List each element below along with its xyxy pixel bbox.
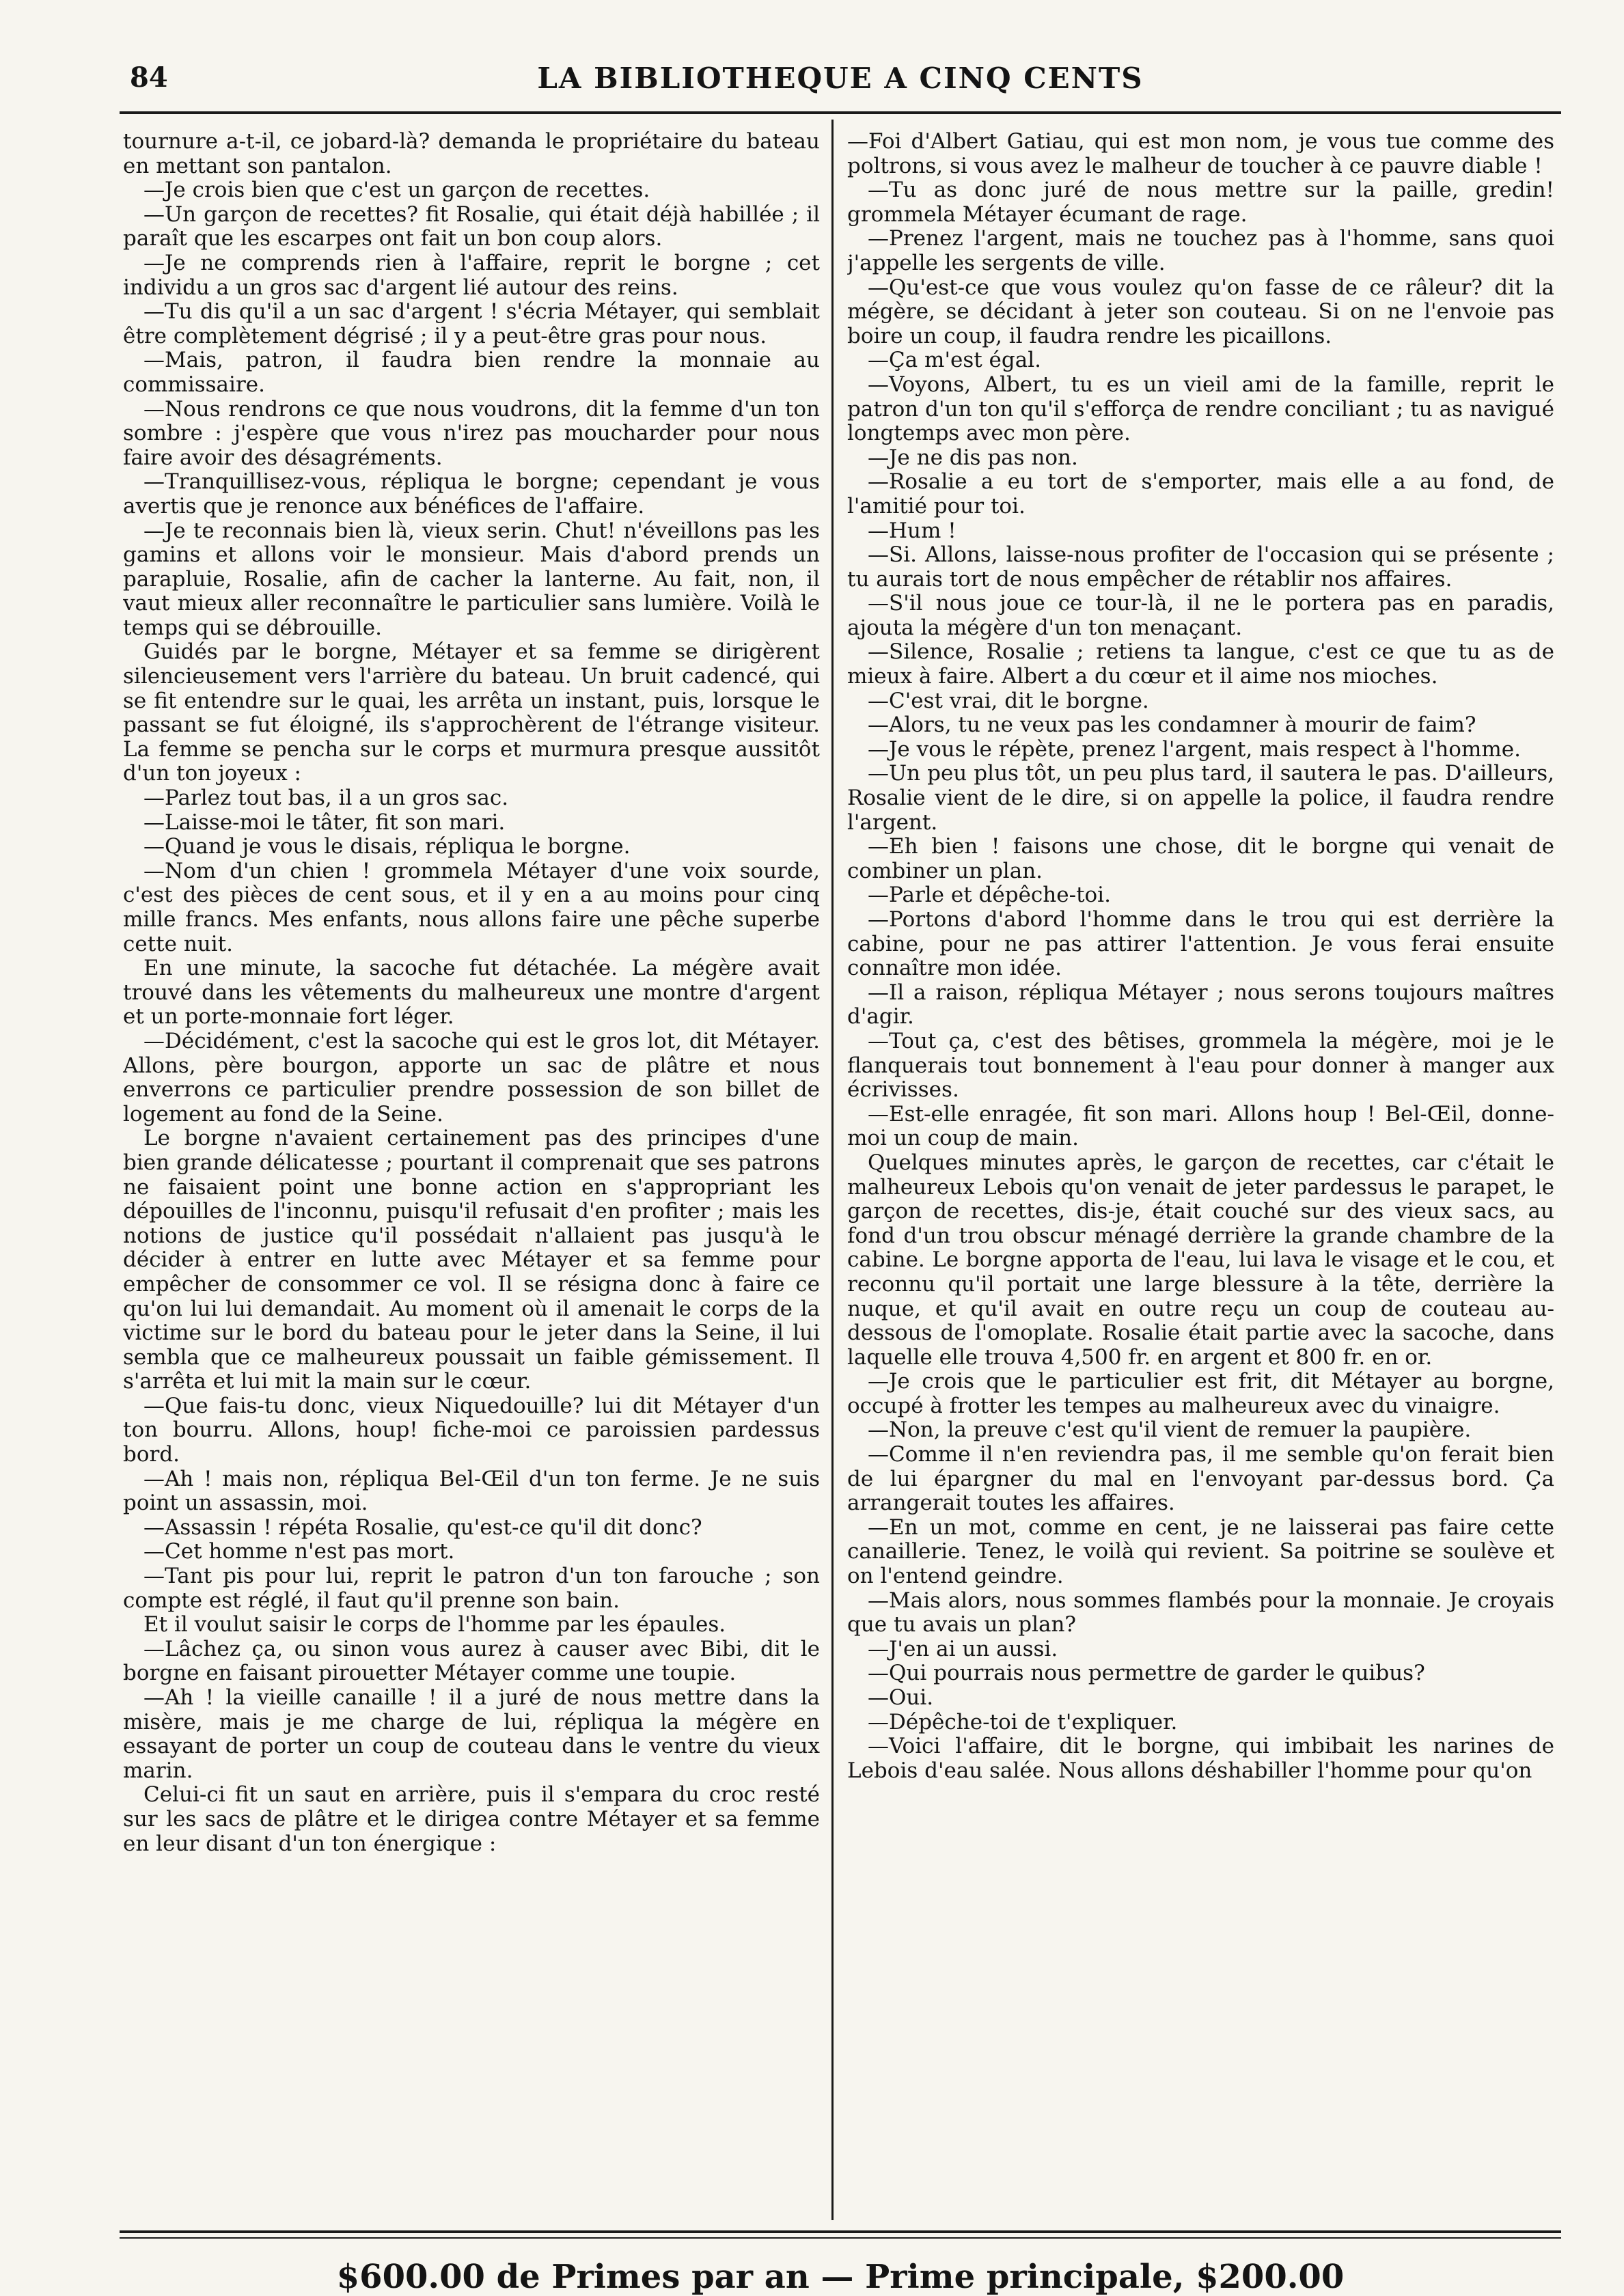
paragraph: —Alors, tu ne veux pas les condamner à mourir de faim? (868, 713, 1476, 738)
paragraph: —Lâchez ça, ou sinon vous aurez à causer avec Bibi, dit le borgne en faisant pirouetter Métayer comme une toupie. (123, 1636, 820, 1686)
paragraph: —Tant pis pour lui, reprit le patron d'un ton farouche ; son compte est réglé, il faut qu'il prenne son bain. (123, 1564, 820, 1613)
paragraph: —Ah ! mais non, répliqua Bel-Œil d'un ton ferme. Je ne suis point un assassin, moi. (123, 1466, 820, 1516)
paragraph: —Si. Allons, laisse-nous profiter de l'occasion qui se présente ; tu aurais tort de nous empêcher de rétablir nos affaires. (847, 542, 1554, 592)
column-divider (831, 120, 834, 2220)
paragraph: —Je te reconnais bien là, vieux serin. Chut! n'éveillons pas les gamins et allons voir le monsieur. Mais d'abord prends un parapluie, Rosalie, afin de cacher la lanterne. Au fait, non, il vaut mieux aller reconnaître le particulier sans lumière. Voilà le temps qui se débrouille. (123, 518, 820, 640)
paragraph: —Tranquillisez-vous, répliqua le borgne; cependant je vous avertis que je renonce aux bénéfices de l'affaire. (123, 469, 820, 518)
paragraph: —Cet homme n'est pas mort. (143, 1539, 455, 1564)
paragraph: —Je ne comprends rien à l'affaire, reprit le borgne ; cet individu a un gros sac d'argent lié autour des reins. (123, 250, 820, 300)
paragraph: —Rosalie a eu tort de s'emporter, mais elle a au fond, de l'amitié pour toi. (847, 469, 1554, 518)
footer-advertisement: $600.00 de Primes par an — Prime principale, $200.00 (336, 2258, 1345, 2296)
paragraph: —Parlez tout bas, il a un gros sac. (143, 786, 509, 811)
paragraph: —C'est vrai, dit le borgne. (868, 688, 1149, 713)
paragraph: —Tout ça, c'est des bêtises, grommela la mégère, moi je le flanquerais tout bonnement à l'eau pour donner à manger aux écrivisses. (847, 1028, 1554, 1103)
paragraph: —Mais, patron, il faudra bien rendre la monnaie au commissaire. (123, 348, 820, 397)
paragraph: —Ah ! la vieille canaille ! il a juré de nous mettre dans la misère, mais je me charge de lui, répliqua la mégère en essayant de porter un coup de couteau dans le ventre du vieux marin. (123, 1685, 820, 1783)
paragraph: —Décidément, c'est la sacoche qui est le gros lot, dit Métayer. Allons, père bourgon, apporte un sac de plâtre et nous enverrons ce particulier prendre possession de son billet de logement au fond de la Seine. (123, 1028, 820, 1126)
paragraph: —Non, la preuve c'est qu'il vient de remuer la paupière. (868, 1417, 1472, 1443)
paragraph: —Est-elle enragée, fit son mari. Allons houp ! Bel-Œil, donne-moi un coup de main. (847, 1101, 1554, 1151)
footer-rule-thin (120, 2237, 1561, 2239)
paragraph: —Portons d'abord l'homme dans le trou qui est derrière la cabine, pour ne pas attirer l'attention. Je vous ferai ensuite connaître mon idée. (847, 907, 1554, 981)
header-rule (120, 111, 1561, 114)
paragraph: —Nom d'un chien ! grommela Métayer d'une voix sourde, c'est des pièces de cent sous, et il y en a au moins pour cinq mille francs. Mes enfants, nous allons faire une pêche superbe cette nuit. (123, 858, 820, 956)
page-header (120, 61, 1561, 102)
paragraph: —Dépêche-toi de t'expliquer. (868, 1709, 1178, 1734)
paragraph: Guidés par le borgne, Métayer et sa femme se dirigèrent silencieusement vers l'arrière du bateau. Un bruit cadencé, qui se fit entendre sur le quai, les arrêta un instant, puis, lorsque le passant se fut éloigné, ils s'approchèrent de l'étrange visiteur. La femme se pencha sur le corps et murmura presque aussitôt d'un ton joyeux : (123, 639, 820, 786)
paragraph: —En un mot, comme en cent, je ne laisserai pas faire cette canaillerie. Tenez, le voilà qui revient. Sa poitrine se soulève et on l'entend geindre. (847, 1514, 1554, 1589)
paragraph: —Mais alors, nous sommes flambés pour la monnaie. Je croyais que tu avais un plan? (847, 1588, 1554, 1637)
paragraph: —Parle et dépêche-toi. (868, 883, 1111, 908)
paragraph: —Eh bien ! faisons une chose, dit le borgne qui venait de combiner un plan. (847, 834, 1554, 883)
running-title: LA BIBLIOTHEQUE A CINQ CENTS (537, 61, 1144, 95)
paragraph: —Quand je vous le disais, répliqua le borgne. (143, 834, 631, 859)
paragraph: —Il a raison, répliqua Métayer ; nous serons toujours maîtres d'agir. (847, 980, 1554, 1029)
paragraph: —Voici l'affaire, dit le borgne, qui imbibait les narines de Lebois d'eau salée. Nous allons déshabiller l'homme pour qu'on (847, 1734, 1554, 1783)
paragraph: Et il voulut saisir le corps de l'homme par les épaules. (143, 1612, 726, 1637)
left-column (123, 130, 820, 2179)
paragraph: —Je ne dis pas non. (868, 445, 1078, 470)
paragraph: —Assassin ! répéta Rosalie, qu'est-ce qu'il dit donc? (143, 1514, 702, 1540)
paragraph: —Tu dis qu'il a un sac d'argent ! s'écria Métayer, qui semblait être complètement dégrisé ; il y a peut-être gras pour nous. (123, 299, 820, 348)
paragraph: —Je crois que le particulier est frit, dit Métayer au borgne, occupé à frotter les tempes au malheureux avec du vinaigre. (847, 1369, 1554, 1418)
paragraph: tournure a-t-il, ce jobard-là? demanda le propriétaire du bateau en mettant son pantalon. (123, 130, 820, 178)
paragraph: En une minute, la sacoche fut détachée. La mégère avait trouvé dans les vêtements du malheureux une montre d'argent et un porte-monnaie fort léger. (123, 956, 820, 1029)
paragraph: —Foi d'Albert Gatiau, qui est mon nom, je vous tue comme des poltrons, si vous avez le malheur de toucher à ce pauvre diable ! (847, 130, 1554, 178)
paragraph: —Je vous le répète, prenez l'argent, mais respect à l'homme. (868, 736, 1521, 762)
paragraph: —Un peu plus tôt, un peu plus tard, il sautera le pas. D'ailleurs, Rosalie vient de le dire, si on appelle la police, il faudra rendre l'argent. (847, 761, 1554, 835)
paragraph: —Hum ! (868, 518, 956, 543)
footer-rule (120, 2230, 1561, 2233)
paragraph: —Qu'est-ce que vous voulez qu'on fasse de ce râleur? dit la mégère, se décidant à jeter son couteau. Si on ne l'envoie pas boire un coup, il faudra rendre les picaillons. (847, 275, 1554, 348)
paragraph: —Laisse-moi le tâter, fit son mari. (143, 810, 506, 835)
paragraph: Quelques minutes après, le garçon de recettes, car c'était le malheureux Lebois qu'on venait de jeter pardessus le parapet, le garçon de recettes, dis-je, était couché sur des vieux sacs, au fond d'un trou obscur ménagé derrière la grande chambre de la cabine. Le borgne apporta de l'eau, lui lava le visage et le cou, et reconnu qu'il portait une large blessure à la tête, derrière la nuque, et qu'il avait en outre reçu un coup de couteau au-dessous de l'omoplate. Rosalie était partie avec la sacoche, dans laquelle elle trouva 4,500 fr. en argent et 800 fr. en or. (847, 1150, 1554, 1370)
page-number: 84 (130, 61, 168, 94)
paragraph: —Prenez l'argent, mais ne touchez pas à l'homme, sans quoi j'appelle les sergents de ville. (847, 226, 1554, 275)
paragraph: —J'en ai un aussi. (868, 1636, 1058, 1661)
paragraph: —S'il nous joue ce tour-là, il ne le portera pas en paradis, ajouta la mégère d'un ton menaçant. (847, 591, 1554, 640)
paragraph: —Oui. (868, 1685, 934, 1710)
paragraph: —Qui pourrais nous permettre de garder le quibus? (868, 1661, 1425, 1686)
paragraph: Le borgne n'avaient certainement pas des principes d'une bien grande délicatesse ; pourtant il comprenait que ses patrons ne faisaient point une bonne action en s'appropriant les dépouilles de l'inconnu, puisqu'il refusait d'en profiter ; mais les notions de justice qu'il possédait n'allaient pas jusqu'à le décider à entrer en lutte avec Métayer et sa femme pour empêcher de consommer ce vol. Il se résigna donc à faire ce qu'on lui lui demandait. Au moment où il amenait le corps de la victime sur le bord du bateau pour le jeter dans la Seine, il lui sembla que ce malheureux poussait un faible gémissement. Il s'arrêta et lui mit la main sur le cœur. (123, 1126, 820, 1394)
right-column (847, 130, 1554, 2179)
paragraph: —Tu as donc juré de nous mettre sur la paille, gredin! grommela Métayer écumant de rage. (847, 178, 1554, 227)
paragraph: —Nous rendrons ce que nous voudrons, dit la femme d'un ton sombre : j'espère que vous n'irez pas moucharder pour nous faire avoir des désagréments. (123, 396, 820, 470)
paragraph: —Silence, Rosalie ; retiens ta langue, c'est ce que tu as de mieux à faire. Albert a du cœur et il aime nos mioches. (847, 639, 1554, 689)
paragraph: —Un garçon de recettes? fit Rosalie, qui était déjà habillée ; il paraît que les escarpes ont fait un bon coup alors. (123, 202, 820, 251)
paragraph: —Que fais-tu donc, vieux Niquedouille? lui dit Métayer d'un ton bourru. Allons, houp! fiche-moi ce paroissien pardessus bord. (123, 1393, 820, 1467)
paragraph: —Voyons, Albert, tu es un vieil ami de la famille, reprit le patron d'un ton qu'il s'efforça de rendre conciliant ; tu as navigué longtemps avec mon père. (847, 372, 1554, 446)
paragraph: —Je crois bien que c'est un garçon de recettes. (143, 178, 650, 203)
paragraph: —Ça m'est égal. (868, 348, 1041, 373)
paragraph: —Comme il n'en reviendra pas, il me semble qu'on ferait bien de lui épargner du mal en l'envoyant par-dessus bord. Ça arrangerait toutes les affaires. (847, 1442, 1554, 1516)
paragraph: Celui-ci fit un saut en arrière, puis il s'empara du croc resté sur les sacs de plâtre et le dirigea contre Métayer et sa femme en leur disant d'un ton énergique : (123, 1782, 820, 1856)
